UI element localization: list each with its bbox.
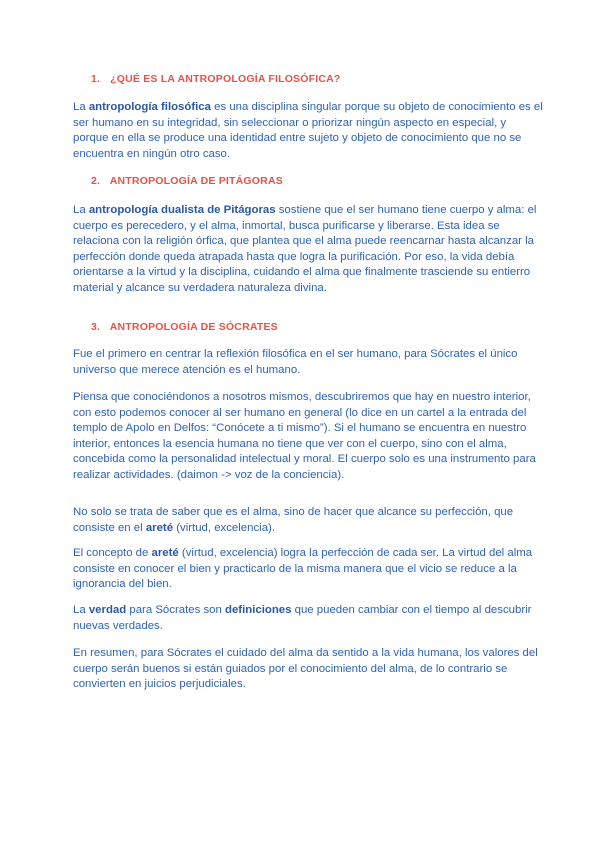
bold-term: antropología dualista de Pitágoras (88, 204, 276, 216)
paragraph: El concepto de areté (virtud, excelencia) logra la perfección de cada ser. La virtud del alma consiste en conocer el bien y practicarlo de la misma manera que el vicio se reduce a la ignorancia del bien. (73, 547, 533, 590)
section-heading-2 (91, 175, 283, 187)
bold-term: verdad (88, 604, 127, 616)
paragraph: Fue el primero en centrar la reflexión filosófica en el ser humano, para Sócrates el único universo que merece atención es el humano. (73, 348, 518, 376)
paragraph: La verdad para Sócrates son definiciones que pueden cambiar con el tiempo al descubrir nuevas verdades. (73, 604, 532, 632)
bold-term: antropología filosófica (88, 101, 211, 113)
bold-term: areté (145, 521, 174, 534)
paragraph: Piensa que conociéndonos a nosotros mismos, descubriremos que hay en nuestro interior, con esto podemos conocer al ser humano en general (lo dice en un cartel a la entrada del templo de Apolo en Delfos: “Conócete a ti mismo”). Si el humano se encuentra en nuestro interior, entonces la esencia humana no tiene que ver con el cuerpo, sino con el alma, concebida como la personalidad intelectual y moral. El cuerpo solo es una instrumento para realizar actividades. (daimon -> voz de la conciencia). (73, 391, 536, 481)
bold-term: definiciones (224, 604, 292, 616)
section-number: 2. (91, 175, 101, 187)
section-title: ANTROPOLOGÍA DE SÓCRATES (109, 321, 278, 333)
section-number: 3. (91, 321, 101, 333)
paragraph: La antropología dualista de Pitágoras sostiene que el ser humano tiene cuerpo y alma: el cuerpo es perecedero, y el alma, inmortal, busca purificarse y liberarse. Esta idea se relaciona con la religión órfica, que plantea que el alma puede reencarnar hasta alcanzar la perfección donde queda atrapada hasta que logra la purificación. Por eso, la vida debía orientarse a la virtud y la disciplina, cuidando el alma que finalmente trasciende su entierro material y alcance su verdadera naturaleza divina. (73, 204, 537, 294)
paragraph: No solo se trata de saber que es el alma, sino de hacer que alcance su perfección, que consiste en el areté (virtud, excelencia). (73, 506, 514, 534)
section-title: ¿QUÉ ES LA ANTROPOLOGÍA FILOSÓFICA? (110, 73, 341, 85)
paragraph: La antropología filosófica es una disciplina singular porque su objeto de conocimiento es el ser humano en su integridad, sin seleccionar o priorizar ningún aspecto en especial, y porque en ella se produce una identidad entre sujeto y objeto de conocimiento que no se encuentra en ningún otro caso. (73, 101, 543, 160)
bold-term: areté (151, 547, 179, 559)
section-title: ANTROPOLOGÍA DE PITÁGORAS (109, 175, 283, 187)
section-number: 1. (91, 73, 101, 85)
section-heading-1 (91, 73, 341, 85)
paragraph: En resumen, para Sócrates el cuidado del alma da sentido a la vida humana, los valores del cuerpo serán buenos si están guiados por el conocimiento del alma, de lo contrario se convierten en juicios perjudiciales. (73, 647, 538, 690)
section-heading-3 (91, 321, 278, 333)
